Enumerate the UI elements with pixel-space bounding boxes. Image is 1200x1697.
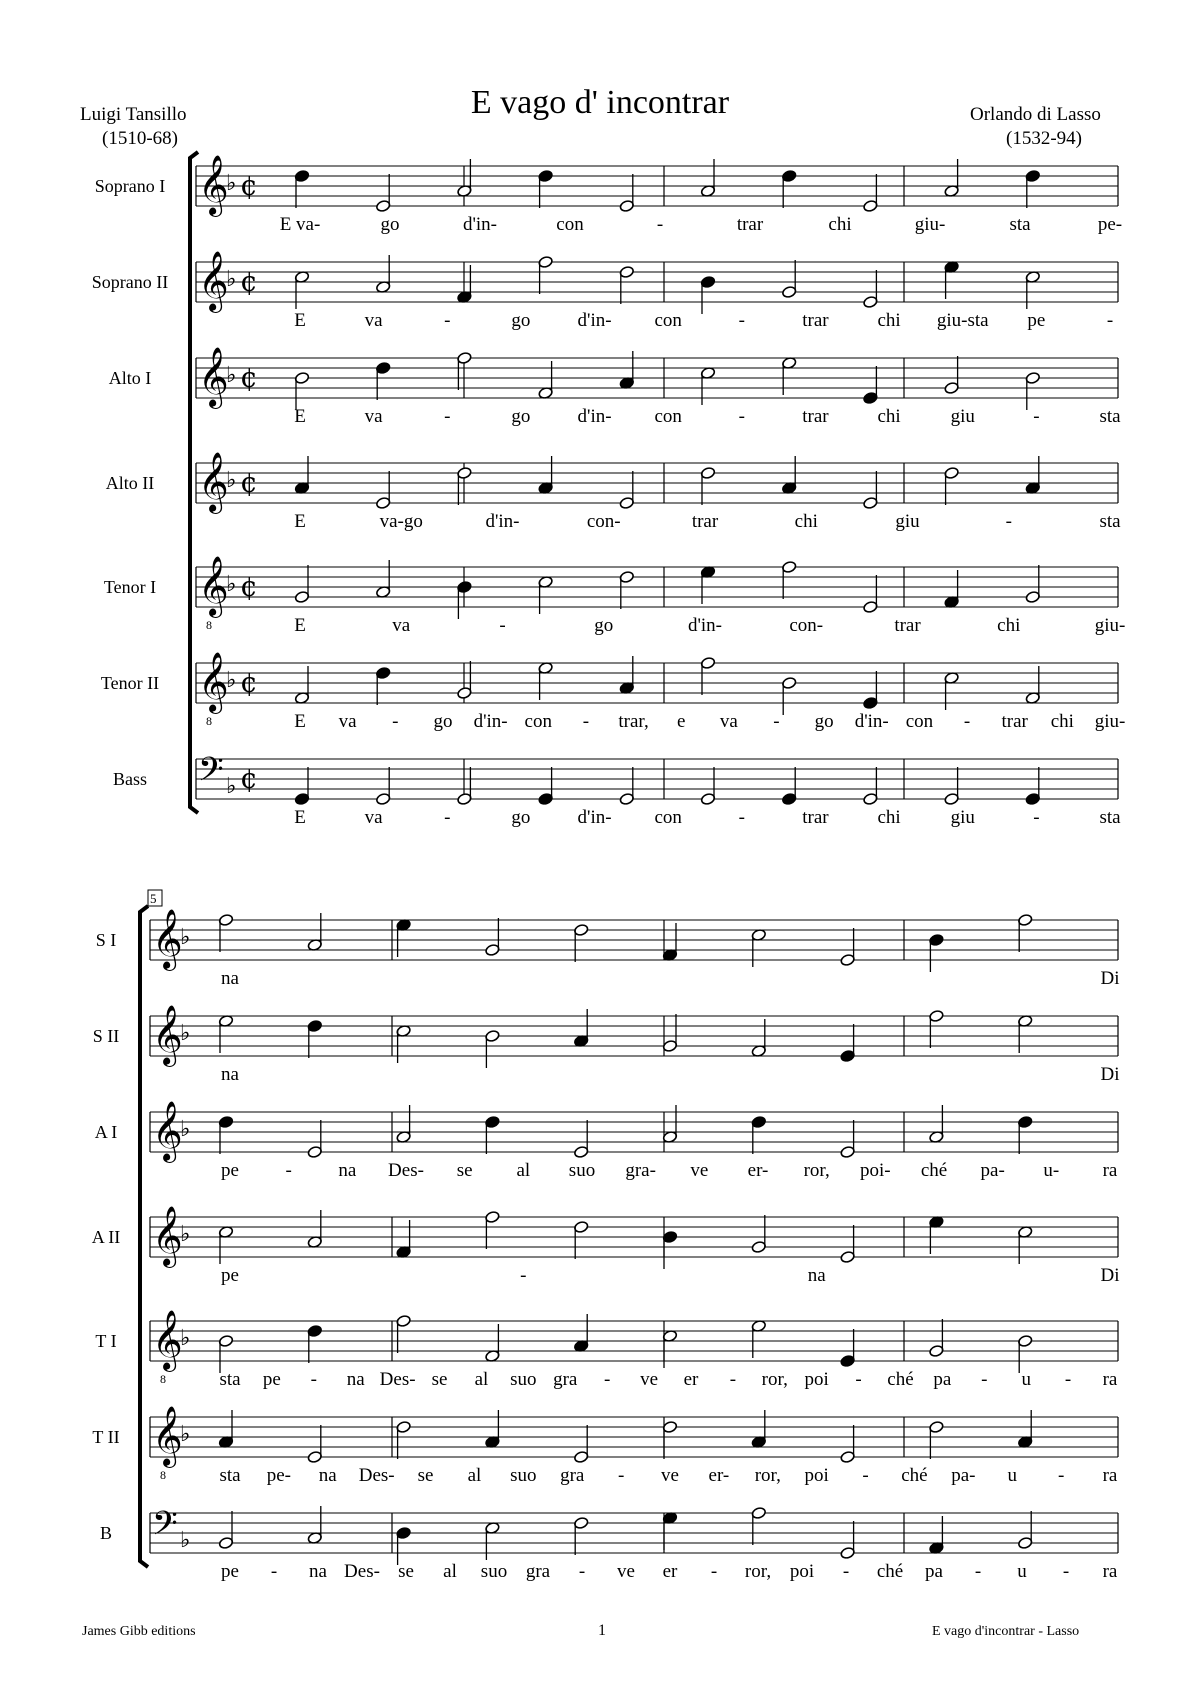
clef-treble-icon: 𝄞 [198, 347, 229, 407]
lyric-syllable: er- [708, 1465, 730, 1486]
lyric-syllable: - [855, 1369, 862, 1390]
lyric-syllable: d'in- [577, 807, 612, 828]
staff-label: T I [95, 1331, 117, 1351]
lyric-syllable: na [807, 1265, 826, 1286]
lyric-syllable: - [310, 1369, 317, 1390]
cut-time-icon: ¢ [240, 666, 258, 699]
lyric-syllable: - [738, 310, 745, 331]
lyric-syllable: - [974, 1561, 982, 1582]
lyric-syllable: sta [1099, 406, 1121, 427]
lyric-syllable: sta [219, 1369, 241, 1390]
lyric-syllable: na [338, 1160, 357, 1181]
lyric-syllable: sta [1099, 511, 1121, 532]
staff-label: A I [94, 1122, 118, 1142]
lyric-syllable: Des- [388, 1160, 424, 1181]
lyric-syllable: na [221, 1064, 239, 1085]
lyric-syllable: ror, [803, 1160, 830, 1181]
lyric-syllable: con [905, 711, 934, 732]
lyric-syllable: va-go [379, 511, 423, 532]
clef-treble-icon: 𝄞 [152, 1005, 183, 1065]
lyric-syllable: se [431, 1369, 448, 1390]
clef-treble-icon: 𝄞 [198, 452, 229, 512]
staff-label: Bass [112, 769, 148, 789]
lyric-syllable: ror, [744, 1561, 772, 1582]
lyric-syllable: u [1021, 1369, 1031, 1390]
cut-time-icon: ¢ [240, 762, 258, 795]
footer-page-number: 1 [598, 1622, 606, 1639]
lyric-syllable: ra [1102, 1465, 1118, 1486]
lyric-syllable: d'in- [473, 711, 508, 732]
lyric-syllable: Des- [379, 1369, 416, 1390]
footer-running-title: E vago d'incontrar - Lasso [932, 1624, 1080, 1639]
lyric-syllable: E [294, 406, 306, 427]
lyric-syllable: - [392, 711, 399, 732]
lyric-syllable: er- [747, 1160, 769, 1181]
lyric-syllable: go [594, 615, 614, 636]
flat-key-signature-icon: ♭ [180, 925, 191, 950]
staff-label: Tenor I [103, 577, 157, 597]
lyric-syllable: go [433, 711, 453, 732]
lyric-syllable: trar [802, 807, 829, 828]
lyric-syllable: - [582, 711, 590, 732]
lyric-syllable: go [380, 214, 400, 235]
lyric-syllable: ra [1102, 1160, 1118, 1181]
staff-label: A II [91, 1227, 121, 1247]
lyric-syllable: - [842, 1561, 850, 1582]
flat-key-signature-icon: ♭ [180, 1222, 191, 1247]
staff-label: Alto I [108, 368, 152, 388]
lyric-syllable: E [294, 711, 306, 732]
lyric-syllable: E [294, 310, 306, 331]
staff-label: Soprano II [91, 272, 169, 292]
lyric-syllable: chi [877, 406, 901, 427]
lyric-syllable: - [520, 1265, 527, 1286]
poet-dates: (1510-68) [102, 128, 178, 149]
lyric-syllable: ve [661, 1465, 679, 1486]
lyric-syllable: va [392, 615, 411, 636]
flat-key-signature-icon: ♭ [226, 363, 237, 388]
lyric-syllable: al [474, 1369, 489, 1390]
lyric-syllable: se [456, 1160, 473, 1181]
lyric-syllable: trar [802, 406, 829, 427]
cut-time-icon: ¢ [240, 265, 258, 298]
lyric-syllable: giu [895, 511, 920, 532]
lyric-syllable: - [1033, 406, 1040, 427]
clef-treble-icon: 𝄞 [198, 155, 229, 215]
lyric-syllable: se [417, 1465, 434, 1486]
lyric-syllable: con- [789, 615, 824, 636]
lyric-syllable: pe- [266, 1465, 292, 1486]
lyric-syllable: ché [901, 1465, 928, 1486]
lyric-syllable: con [654, 406, 682, 427]
lyric-syllable: - [1064, 1369, 1072, 1390]
lyric-syllable: ché [876, 1561, 904, 1582]
cut-time-icon: ¢ [240, 169, 258, 202]
lyric-syllable: va [364, 807, 383, 828]
lyric-syllable: trar [894, 615, 921, 636]
clef-bass-icon: 𝄢 [152, 1505, 178, 1551]
lyric-syllable: E [294, 807, 306, 828]
lyric-syllable: pa [933, 1369, 952, 1390]
lyric-syllable: go [814, 711, 834, 732]
lyric-syllable: suo [568, 1160, 596, 1181]
lyric-syllable: u- [1043, 1160, 1060, 1181]
clef-treble8-icon: 𝄞 [152, 1406, 183, 1466]
lyric-syllable: al [467, 1465, 482, 1486]
staff-label: T II [92, 1427, 120, 1447]
lyric-syllable: - [729, 1369, 737, 1390]
flat-key-signature-icon: ♭ [226, 774, 237, 799]
lyric-syllable: trar, [618, 711, 649, 732]
flat-key-signature-icon: ♭ [180, 1422, 191, 1447]
lyric-syllable: - [710, 1561, 718, 1582]
lyric-syllable: chi [877, 807, 901, 828]
lyric-syllable: gra [553, 1369, 578, 1390]
octave-marker: 8 [160, 1468, 166, 1482]
lyric-syllable: con [654, 310, 682, 331]
clef-treble8-icon: 𝄞 [198, 652, 229, 712]
lyric-syllable: poi- [860, 1160, 891, 1181]
lyric-syllable: chi [794, 511, 818, 532]
lyric-syllable: ror, [761, 1369, 788, 1390]
lyric-syllable: na [346, 1369, 365, 1390]
lyric-syllable: pe [221, 1561, 239, 1582]
lyric-syllable: giu- [1094, 711, 1126, 732]
lyric-syllable: pa- [980, 1160, 1005, 1181]
lyric-syllable: d'in- [485, 511, 520, 532]
flat-key-signature-icon: ♭ [180, 1021, 191, 1046]
clef-treble8-icon: 𝄞 [152, 1310, 183, 1370]
lyric-syllable: - [1106, 310, 1114, 331]
flat-key-signature-icon: ♭ [226, 468, 237, 493]
lyric-syllable: trar [1001, 711, 1028, 732]
lyric-syllable: - [444, 310, 451, 331]
poet-name: Luigi Tansillo [80, 104, 187, 125]
composer-dates: (1532-94) [1006, 128, 1082, 149]
lyric-syllable: er [662, 1561, 678, 1582]
flat-key-signature-icon: ♭ [226, 668, 237, 693]
lyric-syllable: pe- [1097, 214, 1123, 235]
lyric-syllable: d'in- [462, 214, 498, 235]
flat-key-signature-icon: ♭ [180, 1117, 191, 1142]
lyric-syllable: - [1057, 1465, 1065, 1486]
staff-label: S I [95, 930, 117, 950]
octave-marker: 8 [206, 618, 212, 632]
lyric-syllable: va [364, 310, 383, 331]
lyric-syllable: - [963, 711, 971, 732]
lyric-syllable: gra [560, 1465, 585, 1486]
lyric-syllable: chi [828, 214, 852, 235]
lyric-syllable: con [524, 711, 552, 732]
lyric-syllable: E [294, 615, 306, 636]
lyric-syllable: va [719, 711, 738, 732]
lyric-syllable: poi [804, 1369, 829, 1390]
lyric-syllable: pe [221, 1160, 239, 1181]
lyric-syllable: giu [950, 807, 975, 828]
lyric-syllable: chi [1050, 711, 1074, 732]
clef-treble-icon: 𝄞 [198, 251, 229, 311]
lyric-syllable: ve [690, 1160, 709, 1181]
lyric-syllable: - [499, 615, 506, 636]
lyric-syllable: - [862, 1465, 869, 1486]
lyric-syllable: go [511, 310, 531, 331]
lyric-syllable: trar [691, 511, 719, 532]
lyric-syllable: Di [1100, 968, 1120, 989]
lyric-syllable: va [364, 406, 383, 427]
measure-number: 5 [150, 891, 157, 906]
lyric-syllable: se [398, 1561, 414, 1582]
lyric-syllable: go [511, 807, 531, 828]
lyric-syllable: al [516, 1160, 531, 1181]
lyric-syllable: - [1005, 511, 1012, 532]
lyric-syllable: va [338, 711, 357, 732]
flat-key-signature-icon: ♭ [226, 171, 237, 196]
lyric-syllable: ve [617, 1561, 635, 1582]
lyric-syllable: chi [997, 615, 1021, 636]
clef-treble-icon: 𝄞 [152, 909, 183, 969]
cut-time-icon: ¢ [240, 570, 258, 603]
lyric-syllable: gra- [625, 1160, 656, 1181]
lyric-syllable: - [285, 1160, 292, 1181]
lyric-syllable: u [1007, 1465, 1017, 1486]
lyric-syllable: pe [262, 1369, 281, 1390]
lyric-syllable: suo [510, 1465, 537, 1486]
lyric-syllable: ve [640, 1369, 659, 1390]
lyric-syllable: E va- [279, 214, 321, 235]
lyric-syllable: suo [510, 1369, 537, 1390]
lyric-syllable: er [683, 1369, 699, 1390]
clef-treble-icon: 𝄞 [152, 1206, 183, 1266]
staff-label: S II [92, 1026, 120, 1046]
octave-marker: 8 [160, 1372, 166, 1386]
lyric-syllable: pa [925, 1561, 943, 1582]
flat-key-signature-icon: ♭ [226, 572, 237, 597]
composer-name: Orlando di Lasso [970, 104, 1101, 125]
lyric-syllable: giu [950, 406, 975, 427]
cut-time-icon: ¢ [240, 466, 258, 499]
lyric-syllable: pe [221, 1265, 239, 1286]
lyric-syllable: Des- [344, 1561, 380, 1582]
lyric-syllable: E [294, 511, 306, 532]
clef-treble-icon: 𝄞 [152, 1101, 183, 1161]
lyric-syllable: suo [480, 1561, 508, 1582]
lyric-syllable: sta [1099, 807, 1121, 828]
lyric-syllable: na [318, 1465, 337, 1486]
lyric-syllable: ra [1102, 1561, 1118, 1582]
staff-label: B [99, 1523, 113, 1543]
lyric-syllable: - [578, 1561, 586, 1582]
lyric-syllable: gra [525, 1561, 551, 1582]
octave-marker: 8 [206, 714, 212, 728]
lyric-syllable: d'in- [687, 615, 723, 636]
lyric-syllable: go [511, 406, 531, 427]
lyric-syllable: - [444, 406, 451, 427]
lyric-syllable: e [676, 711, 686, 732]
lyric-syllable: con [556, 214, 584, 235]
clef-bass-icon: 𝄢 [198, 751, 224, 797]
lyric-syllable: - [444, 807, 451, 828]
lyric-syllable: d'in- [854, 711, 889, 732]
lyric-syllable: Di [1100, 1265, 1120, 1286]
lyric-syllable: - [773, 711, 780, 732]
flat-key-signature-icon: ♭ [180, 1326, 191, 1351]
lyric-syllable: sta [1009, 214, 1031, 235]
lyric-syllable: poi [804, 1465, 829, 1486]
lyric-syllable: giu- [1094, 615, 1126, 636]
lyric-syllable: - [270, 1561, 278, 1582]
lyric-syllable: - [981, 1369, 988, 1390]
flat-key-signature-icon: ♭ [180, 1528, 191, 1553]
lyric-syllable: al [443, 1561, 457, 1582]
lyric-syllable: giu-sta [936, 310, 989, 331]
lyric-syllable: ché [887, 1369, 914, 1390]
lyric-syllable: con [654, 807, 682, 828]
lyric-syllable: ché [920, 1160, 948, 1181]
lyric-syllable: - [617, 1465, 625, 1486]
staff-label: Tenor II [100, 673, 160, 693]
lyric-syllable: - [603, 1369, 611, 1390]
clef-treble8-icon: 𝄞 [198, 556, 229, 616]
lyric-syllable: - [738, 406, 745, 427]
lyric-syllable: d'in- [577, 406, 612, 427]
lyric-syllable: - [1062, 1561, 1070, 1582]
lyric-syllable: trar [802, 310, 829, 331]
lyric-syllable: con- [586, 511, 621, 532]
page-title: E vago d' incontrar [470, 84, 730, 121]
lyric-syllable: ra [1102, 1369, 1118, 1390]
lyric-syllable: Di [1100, 1064, 1120, 1085]
lyric-syllable: - [656, 214, 664, 235]
staff-label: Soprano I [94, 176, 166, 196]
lyric-syllable: giu- [914, 214, 946, 235]
flat-key-signature-icon: ♭ [226, 267, 237, 292]
lyric-syllable: trar [736, 214, 764, 235]
lyric-syllable: na [309, 1561, 327, 1582]
lyric-syllable: u [1017, 1561, 1027, 1582]
lyric-syllable: - [1033, 807, 1040, 828]
staff-label: Alto II [105, 473, 155, 493]
lyric-syllable: poi [789, 1561, 815, 1582]
system-bracket [140, 906, 148, 1567]
lyric-syllable: pe [1027, 310, 1046, 331]
lyric-syllable: na [221, 968, 239, 989]
footer-publisher: James Gibb editions [82, 1624, 196, 1639]
lyric-syllable: sta [219, 1465, 241, 1486]
lyric-syllable: ror, [754, 1465, 781, 1486]
lyric-syllable: d'in- [577, 310, 612, 331]
lyric-syllable: pa- [951, 1465, 976, 1486]
lyric-syllable: - [738, 807, 745, 828]
cut-time-icon: ¢ [240, 361, 258, 394]
lyric-syllable: Des- [358, 1465, 395, 1486]
lyric-syllable: chi [877, 310, 901, 331]
